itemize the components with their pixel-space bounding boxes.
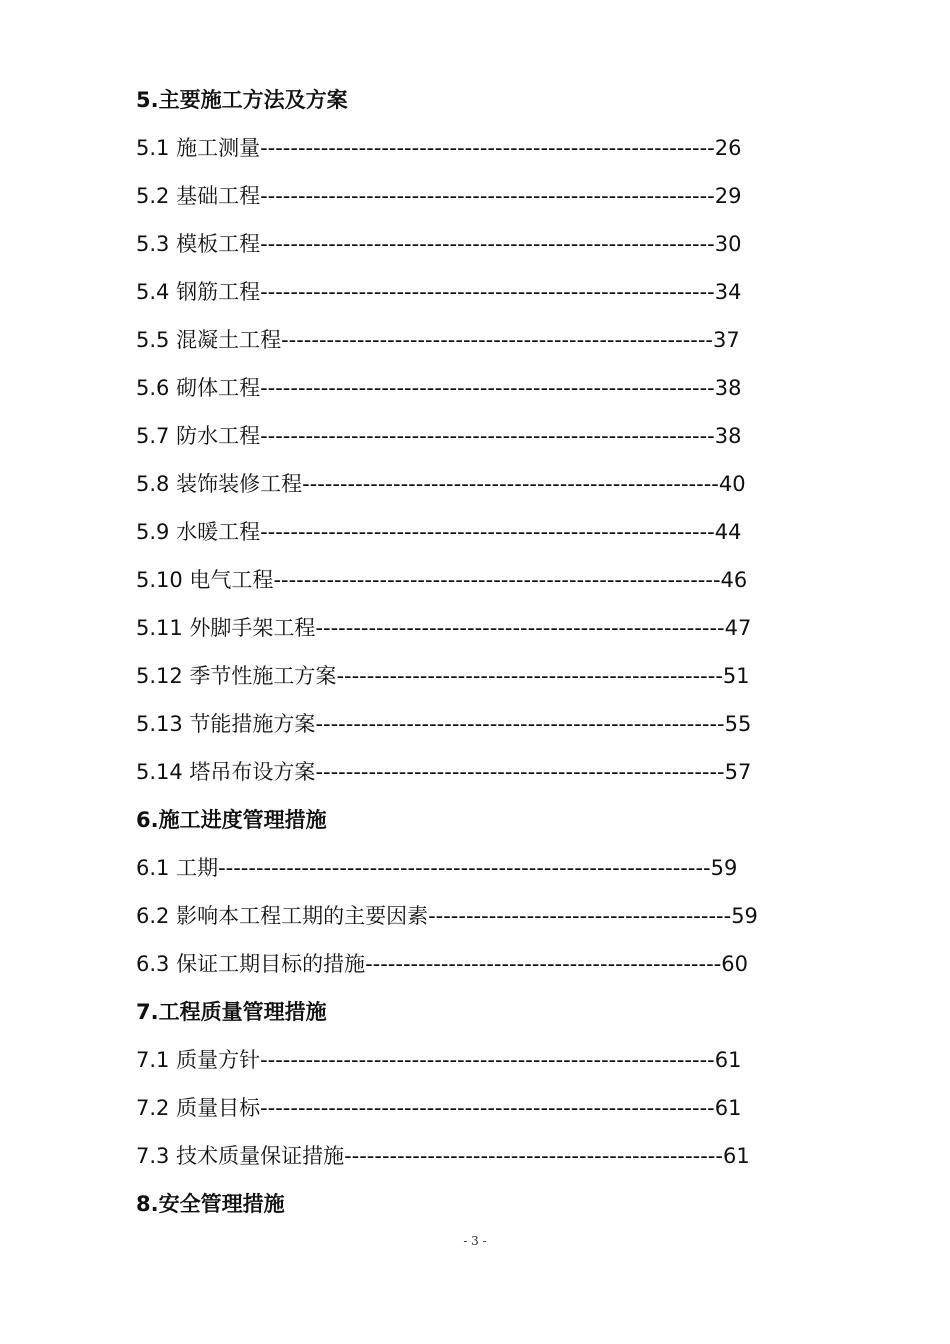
toc-entry-title: 7.2 质量目标: [136, 1096, 261, 1120]
toc-page-number: 59: [710, 856, 738, 880]
toc-entry: [136, 124, 836, 172]
toc-dot-leader: ------------------------------------------------------------: [260, 424, 715, 448]
toc-entry: [136, 1036, 836, 1084]
toc-entry-title: 5.6 砌体工程: [136, 376, 261, 400]
toc-page-number: 47: [724, 616, 752, 640]
toc-entry: [136, 172, 836, 220]
toc-section-heading: 7.工程质量管理措施: [136, 1000, 327, 1024]
toc-entry-title: 5.13 节能措施方案: [136, 712, 316, 736]
toc-dot-leader: -------------------------------------------------------: [302, 472, 719, 496]
toc-entry-title: 5.11 外脚手架工程: [136, 616, 316, 640]
toc-page-number: 34: [714, 280, 742, 304]
toc-dot-leader: ------------------------------------------------------------: [260, 184, 715, 208]
toc-entry-title: 5.7 防水工程: [136, 424, 261, 448]
toc-page-number: 61: [714, 1096, 742, 1120]
toc-page-number: 38: [714, 424, 742, 448]
toc-section-heading: 5.主要施工方法及方案: [136, 88, 348, 112]
toc-page-number: 59: [731, 904, 758, 928]
toc-page-number: 55: [724, 712, 752, 736]
toc-entry: [136, 220, 836, 268]
toc-entry: [136, 844, 836, 892]
toc-page-number: 26: [714, 136, 742, 160]
toc-entry: [136, 268, 836, 316]
toc-page-number: 30: [714, 232, 742, 256]
toc-dot-leader: ------------------------------------------------------------: [260, 1048, 715, 1072]
toc-entry-title: 5.9 水暖工程: [136, 520, 261, 544]
toc-entry-title: 5.8 装饰装修工程: [136, 472, 303, 496]
toc-entry: [136, 1132, 836, 1180]
toc-dot-leader: -----------------------------------------------------------------: [218, 856, 711, 880]
table-of-contents: [136, 76, 836, 1228]
toc-entry: [136, 1084, 836, 1132]
toc-page-number: 46: [720, 568, 748, 592]
toc-dot-leader: -----------------------------------------------: [365, 952, 722, 976]
page-number: - 3 -: [463, 1234, 487, 1248]
toc-entry-title: 5.1 施工测量: [136, 136, 261, 160]
toc-dot-leader: ------------------------------------------------------------: [260, 136, 715, 160]
toc-entry-title: 6.1 工期: [136, 856, 219, 880]
toc-dot-leader: -----------------------------------------------------------: [273, 568, 721, 592]
toc-dot-leader: ------------------------------------------------------: [315, 712, 725, 736]
toc-dot-leader: ----------------------------------------: [428, 904, 732, 928]
toc-page-number: 40: [718, 472, 746, 496]
toc-entry-title: 5.3 模板工程: [136, 232, 261, 256]
toc-entry-title: 6.2 影响本工程工期的主要因素: [136, 904, 429, 928]
toc-dot-leader: ------------------------------------------------------------: [260, 520, 715, 544]
toc-dot-leader: ---------------------------------------------------------: [281, 328, 714, 352]
toc-page-number: 61: [722, 1144, 750, 1168]
toc-page-number: 61: [714, 1048, 742, 1072]
toc-page-number: 57: [724, 760, 752, 784]
toc-dot-leader: ------------------------------------------------------------: [260, 1096, 715, 1120]
toc-entry: [136, 316, 836, 364]
toc-page-number: 44: [714, 520, 742, 544]
toc-page-number: 38: [714, 376, 742, 400]
toc-page-number: 60: [721, 952, 748, 976]
toc-entry: [136, 604, 836, 652]
toc-dot-leader: --------------------------------------------------: [344, 1144, 723, 1168]
toc-entry-title: 6.3 保证工期目标的措施: [136, 952, 366, 976]
toc-dot-leader: ------------------------------------------------------------: [260, 280, 715, 304]
toc-dot-leader: ------------------------------------------------------------: [260, 232, 715, 256]
toc-entry: [136, 652, 836, 700]
toc-page-number: 37: [713, 328, 740, 352]
toc-entry-title: 7.1 质量方针: [136, 1048, 261, 1072]
toc-entry: [136, 508, 836, 556]
toc-entry: [136, 412, 836, 460]
toc-dot-leader: ------------------------------------------------------: [315, 616, 725, 640]
toc-page-number: 29: [714, 184, 742, 208]
toc-entry: [136, 364, 836, 412]
toc-entry: [136, 556, 836, 604]
toc-entry-title: 5.2 基础工程: [136, 184, 261, 208]
toc-entry-title: 7.3 技术质量保证措施: [136, 1144, 345, 1168]
toc-entry: [136, 700, 836, 748]
toc-entry-title: 5.14 塔吊布设方案: [136, 760, 316, 784]
toc-section-heading: 6.施工进度管理措施: [136, 808, 327, 832]
toc-dot-leader: ---------------------------------------------------: [336, 664, 723, 688]
toc-entry-title: 5.5 混凝土工程: [136, 328, 282, 352]
toc-entry-title: 5.4 钢筋工程: [136, 280, 261, 304]
toc-entry: [136, 892, 836, 940]
toc-entry-title: 5.10 电气工程: [136, 568, 274, 592]
toc-entry: [136, 460, 836, 508]
toc-section-heading: 8.安全管理措施: [136, 1192, 285, 1216]
toc-dot-leader: ------------------------------------------------------: [315, 760, 725, 784]
toc-dot-leader: ------------------------------------------------------------: [260, 376, 715, 400]
toc-entry: [136, 748, 836, 796]
toc-entry: [136, 940, 836, 988]
toc-page-number: 51: [722, 664, 750, 688]
toc-entry-title: 5.12 季节性施工方案: [136, 664, 337, 688]
